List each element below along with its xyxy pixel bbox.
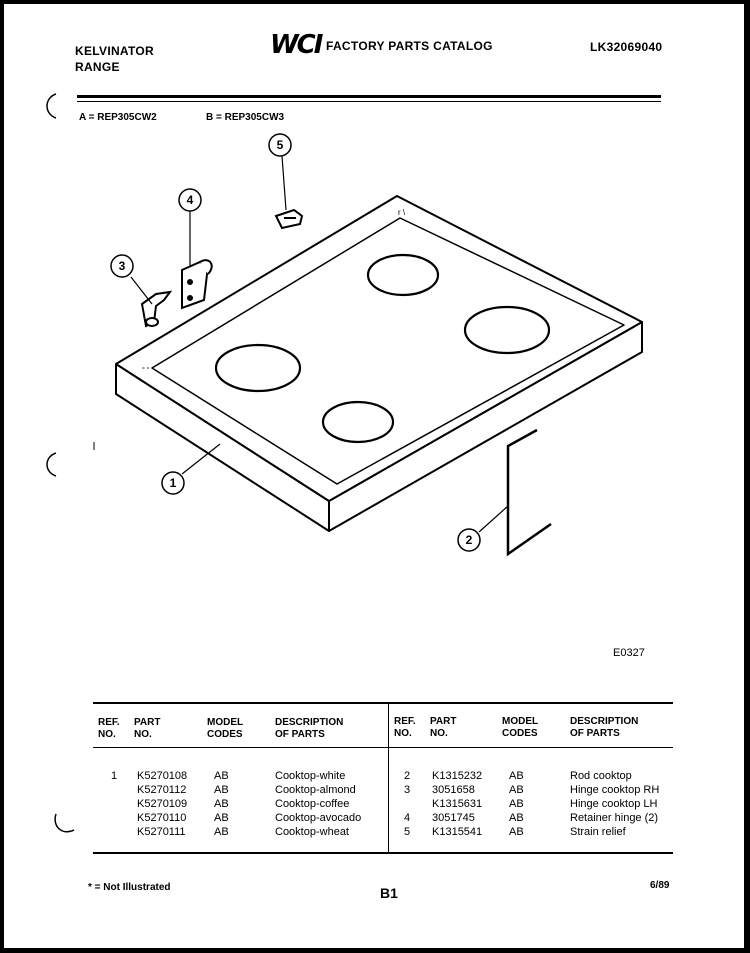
model-codes: AB bbox=[214, 812, 229, 824]
part-no: K5270108 bbox=[137, 770, 188, 782]
retainer-part-4 bbox=[182, 260, 212, 308]
callout-1: 1 bbox=[169, 476, 177, 490]
page-number: B1 bbox=[380, 885, 398, 901]
ref-no: 4 bbox=[404, 812, 411, 824]
header-model-codes-left: MODEL CODES bbox=[207, 717, 244, 740]
description: Cooktop-white bbox=[275, 770, 346, 782]
table-bottom-rule bbox=[93, 852, 673, 854]
ref-no: 1 bbox=[111, 770, 118, 782]
model-b: B = REP305CW3 bbox=[206, 112, 285, 123]
description: Rod cooktop bbox=[570, 770, 632, 782]
description: Retainer hinge (2) bbox=[570, 812, 659, 824]
svg-text:r \: r \ bbox=[398, 208, 406, 217]
callout-5: 5 bbox=[276, 138, 284, 152]
description: Hinge cooktop RH bbox=[570, 784, 660, 796]
diagram-code: E0327 bbox=[613, 647, 645, 659]
brand-name: KELVINATOR bbox=[75, 44, 155, 58]
model-codes: AB bbox=[509, 784, 524, 796]
header-part-no-left: PART NO. bbox=[134, 717, 161, 740]
description: Cooktop-coffee bbox=[275, 798, 350, 810]
description: Cooktop-avocado bbox=[275, 812, 362, 824]
callout-2: 2 bbox=[465, 533, 473, 547]
svg-text:° °: ° ° bbox=[142, 367, 150, 374]
header-ref-no-right: REF. NO. bbox=[394, 716, 416, 739]
burner-opening-rear-right bbox=[465, 307, 549, 353]
model-codes: AB bbox=[214, 784, 229, 796]
table-header-rule bbox=[93, 747, 673, 748]
model-codes: AB bbox=[509, 826, 524, 838]
strain-relief-part-5 bbox=[276, 210, 302, 228]
burner-opening-front-right bbox=[323, 402, 393, 442]
description: Strain relief bbox=[570, 826, 626, 838]
callout-3: 3 bbox=[118, 259, 126, 273]
header-part-no-right: PART NO. bbox=[430, 716, 457, 739]
part-no: K1315631 bbox=[432, 798, 483, 810]
callout-4: 4 bbox=[186, 193, 194, 207]
model-a: A = REP305CW2 bbox=[79, 112, 157, 123]
part-no: K5270112 bbox=[137, 784, 187, 796]
model-codes: AB bbox=[214, 826, 229, 838]
header-description-left: DESCRIPTION OF PARTS bbox=[275, 717, 344, 740]
model-codes: AB bbox=[214, 770, 229, 782]
header-model-codes-right: MODEL CODES bbox=[502, 716, 539, 739]
table-top-rule bbox=[93, 702, 673, 704]
burner-opening-front-left bbox=[216, 345, 300, 391]
part-no: K5270109 bbox=[137, 798, 188, 810]
not-illustrated-note: * = Not Illustrated bbox=[88, 882, 171, 893]
ref-no: 2 bbox=[404, 770, 411, 782]
header-ref-no-left: REF. NO. bbox=[98, 717, 120, 740]
catalog-date: 6/89 bbox=[650, 880, 670, 891]
model-codes: AB bbox=[214, 798, 229, 810]
catalog-page bbox=[4, 4, 744, 948]
part-no: 3051658 bbox=[432, 784, 475, 796]
ref-no: 3 bbox=[404, 784, 411, 796]
part-no: K1315232 bbox=[432, 770, 483, 782]
part-no: K5270110 bbox=[137, 812, 187, 824]
part-no: K5270111 bbox=[137, 826, 186, 838]
table-divider bbox=[388, 704, 389, 852]
model-codes: AB bbox=[509, 812, 524, 824]
header-description-right: DESCRIPTION OF PARTS bbox=[570, 716, 639, 739]
description: Cooktop-almond bbox=[275, 784, 356, 796]
ref-no: 5 bbox=[404, 826, 411, 838]
description: Cooktop-wheat bbox=[275, 826, 349, 838]
burner-opening-rear-left bbox=[368, 255, 438, 295]
rod-part-2 bbox=[508, 430, 551, 554]
catalog-number: LK32069040 bbox=[590, 40, 663, 54]
description: Hinge cooktop LH bbox=[570, 798, 658, 810]
part-no: 3051745 bbox=[432, 812, 475, 824]
wci-logo: WCI bbox=[270, 30, 322, 60]
part-no: K1315541 bbox=[432, 826, 483, 838]
model-codes: AB bbox=[509, 770, 524, 782]
catalog-title: FACTORY PARTS CATALOG bbox=[326, 39, 493, 53]
product-name: RANGE bbox=[75, 60, 120, 74]
model-codes: AB bbox=[509, 798, 524, 810]
